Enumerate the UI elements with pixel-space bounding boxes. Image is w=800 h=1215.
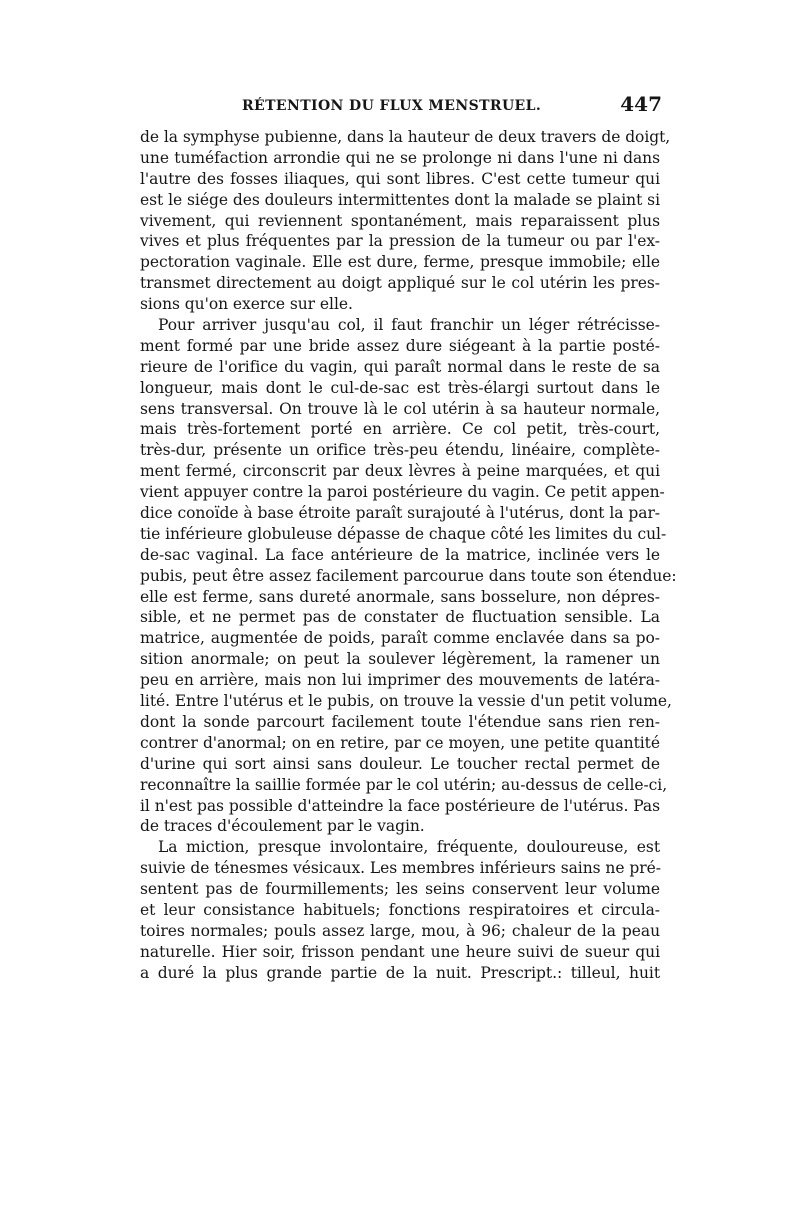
paragraph	[140, 127, 671, 315]
text-line: elle est ferme, sans dureté anormale, sans bosselure, non dépres-	[140, 587, 660, 606]
text-line: peu en arrière, mais non lui imprimer des mouvements de latéra-	[140, 671, 660, 690]
text-line: tie inférieure globuleuse dépasse de chaque côté les limites du cul-	[140, 524, 667, 543]
text-line: de traces d'écoulement par le vagin.	[140, 817, 425, 836]
text-line: dont la sonde parcourt facilement toute l'étendue sans rien ren-	[140, 712, 660, 731]
text-line: matrice, augmentée de poids, paraît comme enclavée dans sa po-	[140, 629, 660, 648]
text-line: très-dur, présente un orifice très-peu étendu, linéaire, complète-	[140, 441, 660, 460]
text-line: de la symphyse pubienne, dans la hauteur de deux travers de doigt,	[140, 128, 671, 146]
paragraph	[140, 837, 660, 983]
running-title: RÉTENTION DU FLUX MENSTRUEL.	[242, 98, 542, 114]
body-text	[140, 127, 677, 984]
text-line: Pour arriver jusqu'au col, il faut franchir un léger rétrécisse-	[158, 316, 660, 335]
text-line: sible, et ne permet pas de constater de fluctuation sensible. La	[140, 608, 660, 627]
text-line: vivement, qui reviennent spontanément, mais reparaissent plus	[140, 211, 660, 230]
paragraph	[140, 315, 677, 837]
text-line: transmet directement au doigt appliqué sur le col utérin les pres-	[140, 274, 660, 293]
text-line: une tuméfaction arrondie qui ne se prolonge ni dans l'une ni dans	[140, 148, 660, 167]
text-line: a duré la plus grande partie de la nuit. Prescript.: tilleul, huit	[140, 963, 660, 982]
text-line: est le siége des douleurs intermittentes dont la malade se plaint si	[140, 190, 660, 209]
text-line: l'autre des fosses iliaques, qui sont libres. C'est cette tumeur qui	[140, 169, 660, 188]
text-line: ment fermé, circonscrit par deux lèvres à peine marquées, et qui	[140, 462, 660, 481]
page-number: 447	[620, 92, 662, 116]
text-line: sition anormale; on peut la soulever légèrement, la ramener un	[140, 650, 660, 669]
text-line: naturelle. Hier soir, frisson pendant une heure suivi de sueur qui	[140, 942, 660, 961]
text-line: La miction, presque involontaire, fréquente, douloureuse, est	[158, 838, 660, 857]
text-line: pubis, peut être assez facilement parcourue dans toute son étendue:	[140, 566, 677, 585]
text-line: vives et plus fréquentes par la pression de la tumeur ou par l'ex-	[140, 232, 660, 251]
text-line: dice conoïde à base étroite paraît surajouté à l'utérus, dont la par-	[140, 504, 660, 523]
text-line: longueur, mais dont le cul-de-sac est très-élargi surtout dans le	[140, 378, 660, 397]
text-line: sions qu'on exerce sur elle.	[140, 295, 353, 314]
text-line: mais très-fortement porté en arrière. Ce col petit, très-court,	[140, 420, 660, 439]
text-line: de-sac vaginal. La face antérieure de la matrice, inclinée vers le	[140, 545, 660, 564]
text-line: ment formé par une bride assez dure siégeant à la partie posté-	[140, 336, 660, 355]
text-line: sentent pas de fourmillements; les seins conservent leur volume	[140, 880, 660, 899]
text-line: vient appuyer contre la paroi postérieure du vagin. Ce petit appen-	[140, 483, 665, 502]
text-line: rieure de l'orifice du vagin, qui paraît normal dans le reste de sa	[140, 357, 660, 376]
text-line: contrer d'anormal; on en retire, par ce moyen, une petite quantité	[140, 733, 660, 752]
text-line: et leur consistance habituels; fonctions respiratoires et circula-	[140, 900, 660, 919]
text-line: reconnaître la saillie formée par le col utérin; au-dessus de celle-ci,	[140, 775, 668, 794]
text-line: d'urine qui sort ainsi sans douleur. Le toucher rectal permet de	[140, 754, 660, 773]
text-line: pectoration vaginale. Elle est dure, ferme, presque immobile; elle	[140, 253, 660, 272]
text-line: toires normales; pouls assez large, mou, à 96; chaleur de la peau	[140, 921, 660, 940]
text-line: suivie de ténesmes vésicaux. Les membres inférieurs sains ne pré-	[140, 859, 661, 878]
text-line: il n'est pas possible d'atteindre la face postérieure de l'utérus. Pas	[140, 796, 660, 815]
text-line: sens transversal. On trouve là le col utérin à sa hauteur normale,	[140, 399, 660, 418]
page-header	[142, 92, 662, 120]
text-line: lité. Entre l'utérus et le pubis, on trouve la vessie d'un petit volume,	[140, 692, 672, 711]
